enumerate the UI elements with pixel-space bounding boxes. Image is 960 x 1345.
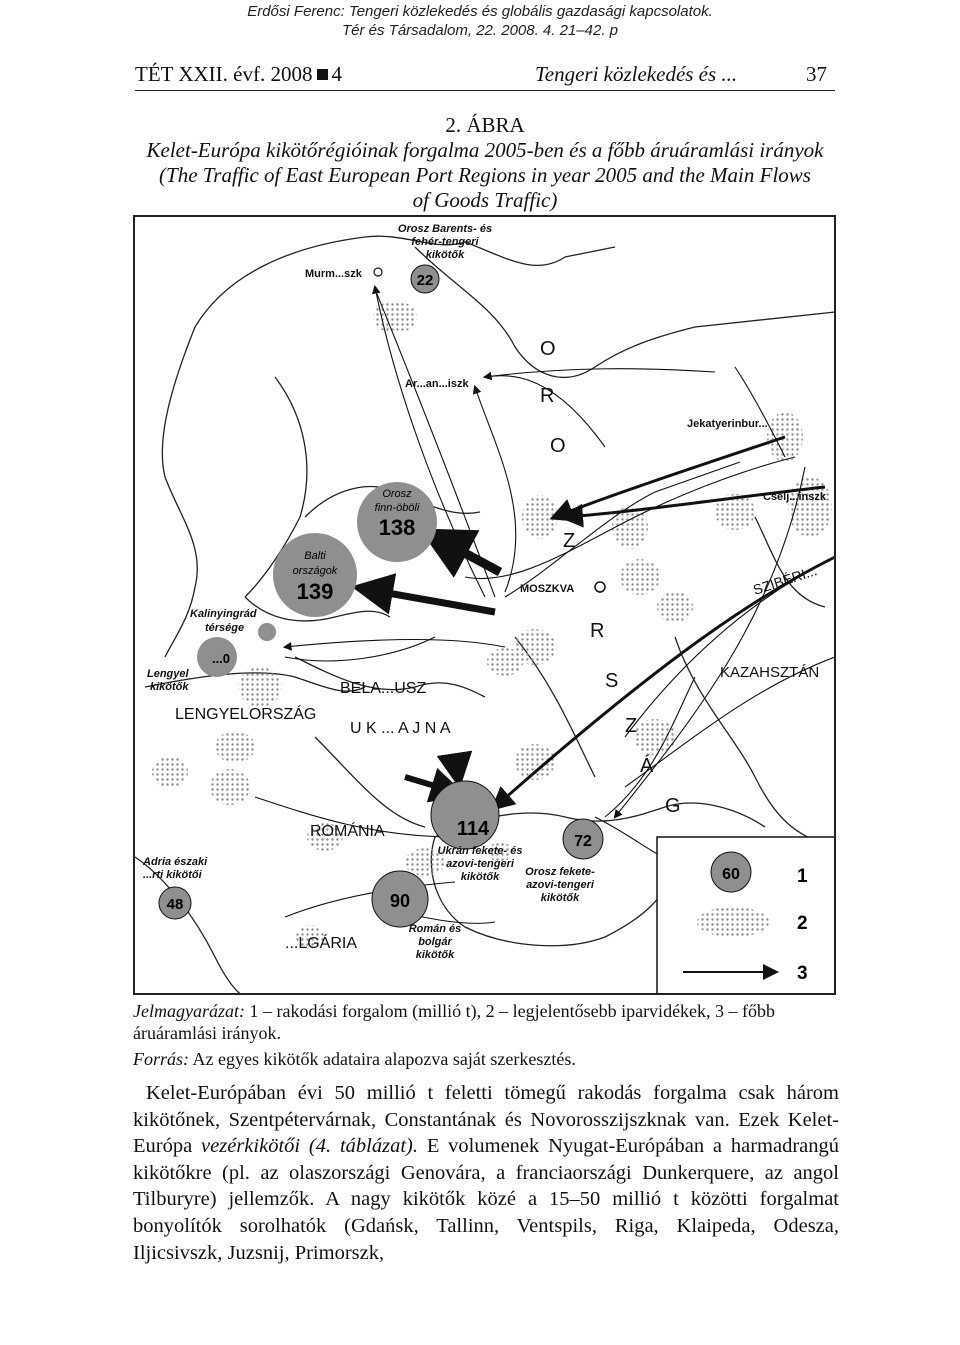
- port-label-ukran-3: kikötők: [460, 871, 500, 883]
- port-label-balti-2: országok: [292, 565, 338, 577]
- country-bulgaria: ...LGÁRIA: [285, 935, 358, 952]
- map-svg: [135, 217, 836, 995]
- thick-flow-arrow: [455, 757, 458, 777]
- body-paragraph: Kelet-Európában évi 50 millió t feletti tömegű rakodás forgalma csak három kikötőnek, Szentpétervárnak, Constantának és Novorosszijszknak van. Ezek Kelet-Európa vezérkikötői (4. táblázat). E volumenek Nyugat-Európában a harmadrangú kikötőkre (pl. az olaszországi Genovára, a franciaországi Dunkerquere, az angol Tilburyre) jellemzők. A nagy kikötők közé a 15–50 millió t közötti forgalmat bonyolítók sorolhatók (Gdańsk, Tallinn, Ventspils, Riga, Klaipeda, Odesza, Iljicsivszk, Juzsnij, Primorszk,: [133, 1082, 840, 1264]
- running-header: [135, 60, 835, 91]
- source-body: Az egyes kikötők adataira alapozva saját szerkesztés.: [189, 1049, 576, 1069]
- country-letter: Á: [640, 755, 654, 777]
- page-number: 37: [806, 62, 827, 86]
- industrial-region: [620, 559, 660, 595]
- figure-caption: [120, 113, 850, 213]
- thick-flow-arrow: [365, 589, 495, 612]
- legend-item-3: 3: [797, 963, 808, 984]
- country-letter: Z: [563, 530, 576, 552]
- port-label-adria-1: Adria északi: [143, 856, 208, 868]
- country-lengyelorszag: LENGYELORSZÁG: [175, 706, 317, 723]
- industrial-region: [657, 591, 693, 623]
- port-label-barents-3: kikötők: [425, 249, 465, 261]
- port-value-roman: 90: [389, 891, 411, 911]
- city-arkhangelsk: Ar...an...iszk: [405, 378, 469, 390]
- country-letter: G: [665, 795, 681, 817]
- port-label-lengyel-1: Lengyel: [147, 668, 189, 680]
- country-letter: R: [590, 620, 605, 642]
- port-value-lengyel: ...0: [211, 651, 231, 666]
- industrial-region: [788, 477, 832, 537]
- figure-source: [133, 1049, 843, 1070]
- port-label-orosz-fekete-1: Orosz fekete-: [525, 866, 595, 878]
- port-label-barents-2: fehér-tengeri: [411, 236, 479, 248]
- figure-title-en-2: of Goods Traffic): [412, 188, 558, 212]
- industrial-region: [215, 731, 255, 763]
- citation-line-1: Erdősi Ferenc: Tengeri közlekedés és globális gazdasági kapcsolatok.: [247, 3, 713, 20]
- city-jekaterinburg: Jekatyerinbur...: [687, 418, 768, 430]
- legend-body: 1 – rakodási forgalom (millió t), 2 – legjelentősebb iparvidékek, 3 – főbb áruáramlási irányok.: [133, 1001, 776, 1043]
- port-label-roman-3: kikötők: [415, 949, 455, 961]
- port-label-roman-2: bolgár: [418, 936, 452, 948]
- port-label-lengyel-2: kikötők: [150, 681, 189, 693]
- city-marker-murmansk: [374, 268, 382, 276]
- journal-issue: TÉT XXII. évf. 2008 4: [135, 62, 342, 86]
- port-label-ukran-1: Ukrán fekete- és: [437, 845, 523, 857]
- legend-item-2: 2: [797, 913, 808, 934]
- port-label-finn-1: Orosz: [382, 488, 412, 500]
- source-lead: Forrás:: [133, 1049, 190, 1069]
- port-label-orosz-fekete-2: azovi-tengeri: [526, 879, 594, 891]
- port-value-adria: 48: [166, 896, 184, 913]
- port-label-barents-1: Orosz Barents- és: [397, 223, 493, 235]
- industrial-region: [633, 719, 677, 755]
- carpathian-border: [315, 737, 425, 827]
- legend-stipple-icon: [697, 907, 769, 937]
- legend-item-1: 1: [797, 866, 808, 887]
- figure-number: 2. ÁBRA: [445, 113, 525, 137]
- port-value-ukran: 114: [456, 818, 490, 840]
- port-circle-kalinyingrad: [258, 623, 276, 641]
- legend-sample-value: 60: [722, 866, 740, 883]
- port-label-roman-1: Román és: [408, 923, 462, 935]
- figure-title-en-1: (The Traffic of East European Port Regions in year 2005 and the Main Flows: [159, 163, 811, 187]
- map-legend: [657, 837, 836, 995]
- country-letter: O: [540, 338, 556, 360]
- port-traffic-map: [133, 215, 836, 995]
- industrial-region: [522, 495, 558, 539]
- port-label-kalinyingrad-1: Kalinyingrád: [190, 608, 257, 620]
- flow-arrow: [285, 637, 435, 661]
- port-value-balti: 139: [296, 579, 334, 604]
- flow-arrow: [285, 882, 455, 917]
- country-letter: Z: [625, 715, 638, 737]
- port-label-finn-2: finn-öböli: [374, 502, 420, 514]
- flow-arrow: [285, 640, 505, 648]
- industrial-region: [373, 301, 417, 333]
- country-ukrajna: U K ... A J N A: [350, 720, 451, 737]
- city-murmansk: Murm...szk: [305, 268, 362, 280]
- figure-legend-text: [133, 1000, 843, 1044]
- port-value-barents: 22: [416, 272, 434, 289]
- city-moszkva: MOSZKVA: [520, 583, 575, 595]
- industrial-region: [152, 756, 188, 788]
- white-sea-coast: [415, 247, 835, 377]
- port-label-adria-2: ...rti kikötői: [143, 869, 202, 881]
- country-letter: R: [540, 385, 555, 407]
- thick-flow-arrow: [435, 537, 500, 572]
- running-title: Tengeri közlekedés és ...: [535, 62, 738, 86]
- figure-title-hu: Kelet-Európa kikötőrégióinak forgalma 2005-ben és a főbb áruáramlási irányok: [146, 138, 824, 162]
- industrial-region: [487, 648, 523, 676]
- port-label-ukran-2: azovi-tengeri: [446, 858, 514, 870]
- port-label-balti-1: Balti: [304, 550, 326, 562]
- country-sziberia: SZIBÉRI...: [750, 562, 819, 598]
- city-cseljabinszk: Cselj...inszk: [763, 491, 826, 503]
- industrial-region: [238, 667, 282, 707]
- industrial-region: [210, 769, 250, 805]
- legend-lead: Jelmagyarázat:: [133, 1001, 245, 1021]
- flow-arrow: [485, 369, 715, 377]
- country-romania: ROMÁNIA: [310, 823, 385, 840]
- body-paragraph-block: [133, 1080, 839, 1266]
- port-value-finn: 138: [378, 515, 416, 540]
- port-label-orosz-fekete-3: kikötők: [540, 892, 580, 904]
- country-kazahsztan: KAZAHSZTÁN: [720, 664, 820, 681]
- citation-block: [0, 2, 960, 40]
- country-letter: O: [550, 435, 566, 457]
- black-square-icon: [317, 69, 328, 80]
- country-letter: S: [605, 670, 619, 692]
- port-value-orosz-fekete: 72: [574, 833, 592, 850]
- port-label-kalinyingrad-2: térsége: [205, 622, 245, 634]
- country-belarusz: BELA...USZ: [340, 680, 427, 697]
- city-marker-moszkva: [595, 582, 605, 592]
- citation-line-2: Tér és Társadalom, 22. 2008. 4. 21–42. p: [342, 22, 618, 39]
